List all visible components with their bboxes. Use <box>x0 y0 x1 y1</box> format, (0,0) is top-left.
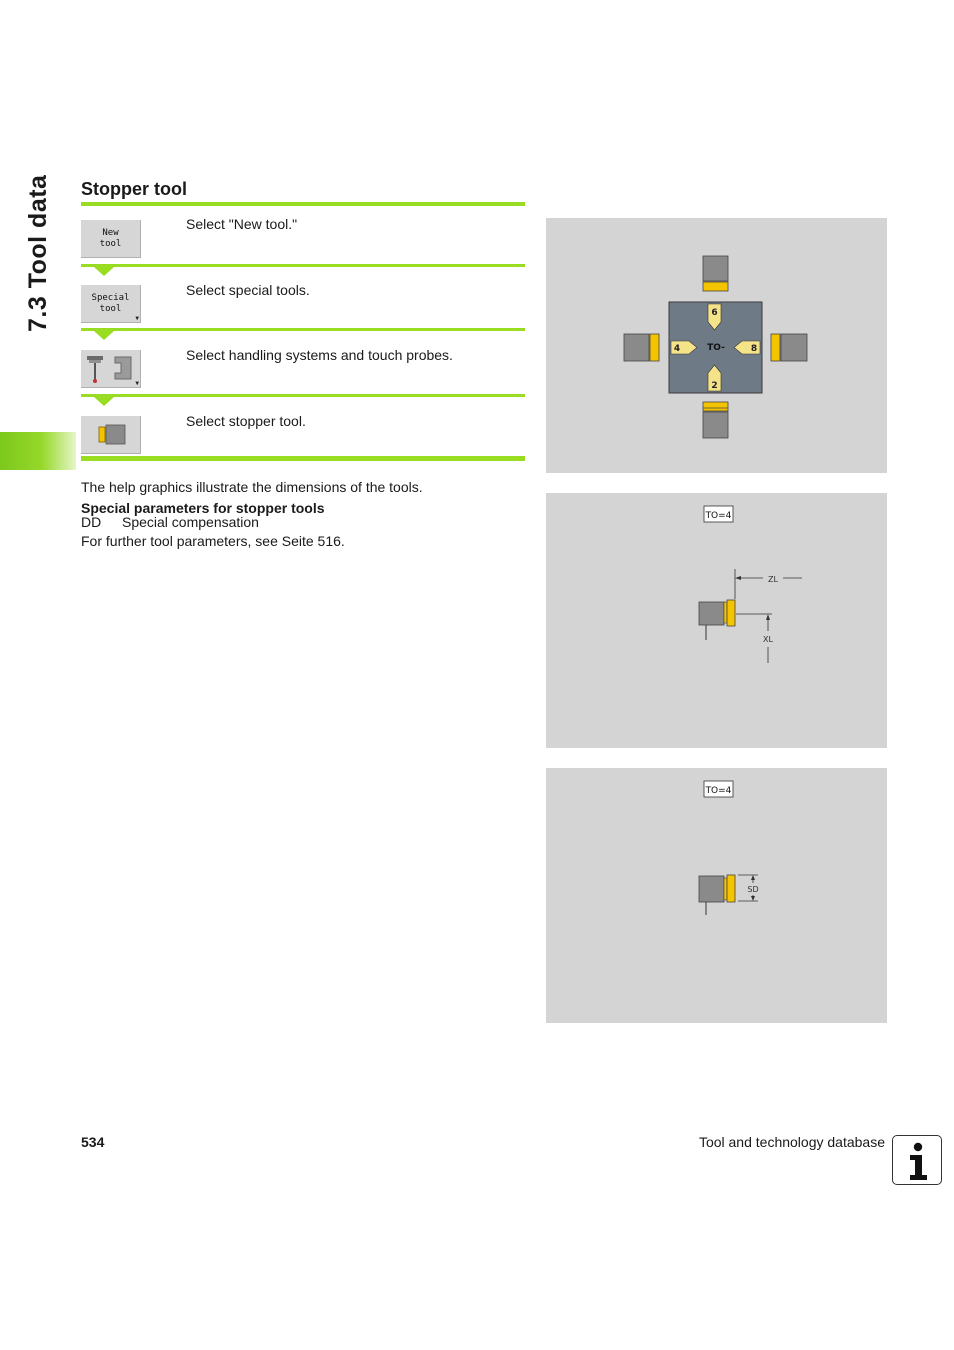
orientation-2-label: 2 <box>711 381 718 391</box>
probe-handling-icon <box>81 350 140 387</box>
stopper-tool-softkey[interactable] <box>81 416 141 454</box>
orientation-4-label: 4 <box>673 344 681 354</box>
orientation-6-label: 6 <box>711 308 718 318</box>
step-divider <box>81 264 525 267</box>
dimensions-help-graphic <box>546 493 887 748</box>
step-3-text: Select handling systems and touch probes. <box>186 347 453 363</box>
info-icon <box>892 1135 942 1185</box>
center-to-label: TO- <box>707 343 725 353</box>
to-label: TO=4 <box>705 786 732 796</box>
step-divider <box>81 394 525 397</box>
page-number: 534 <box>81 1134 105 1150</box>
special-tool-softkey-label: Special tool <box>91 292 130 314</box>
stopper-tool-icon <box>81 416 140 453</box>
orientation-help-graphic <box>546 218 887 473</box>
step-divider <box>81 328 525 331</box>
step-arrow-icon <box>94 331 114 340</box>
sd-label: SD <box>747 885 759 894</box>
step-divider <box>81 456 525 461</box>
params-heading: Special parameters for stopper tools <box>81 500 325 516</box>
zl-label: ZL <box>768 575 778 584</box>
param-desc: Special compensation <box>122 514 259 530</box>
step-arrow-icon <box>94 267 114 276</box>
step-2-text: Select special tools. <box>186 282 310 298</box>
sd-help-graphic <box>546 768 887 1023</box>
to-label: TO=4 <box>705 511 732 521</box>
intro-text: The help graphics illustrate the dimensions of the tools. <box>81 479 423 495</box>
further-params-text: For further tool parameters, see Seite 516. <box>81 533 345 549</box>
submenu-arrow-icon: ▼ <box>135 380 139 387</box>
new-tool-softkey-label: New tool <box>99 227 122 249</box>
step-1-text: Select "New tool." <box>186 216 298 232</box>
chapter-tab-title: 7.3 Tool data <box>24 174 52 332</box>
step-arrow-icon <box>94 397 114 406</box>
submenu-arrow-icon: ▼ <box>135 315 139 322</box>
sd-diagram <box>546 768 887 1023</box>
handling-probes-softkey[interactable] <box>81 350 141 388</box>
footer-chapter-title: Tool and technology database <box>698 1134 885 1150</box>
orientation-8-label: 8 <box>750 344 758 354</box>
section-title: Stopper tool <box>81 179 187 199</box>
orientation-diagram <box>546 218 887 473</box>
dimensions-diagram <box>546 493 887 748</box>
step-divider <box>81 202 525 206</box>
new-tool-softkey[interactable] <box>81 220 141 258</box>
special-tool-softkey[interactable] <box>81 285 141 323</box>
xl-label: XL <box>763 635 773 644</box>
param-code: DD <box>81 514 102 530</box>
chapter-tab-marker <box>0 432 76 470</box>
step-4-text: Select stopper tool. <box>186 413 306 429</box>
param-row <box>81 514 259 530</box>
